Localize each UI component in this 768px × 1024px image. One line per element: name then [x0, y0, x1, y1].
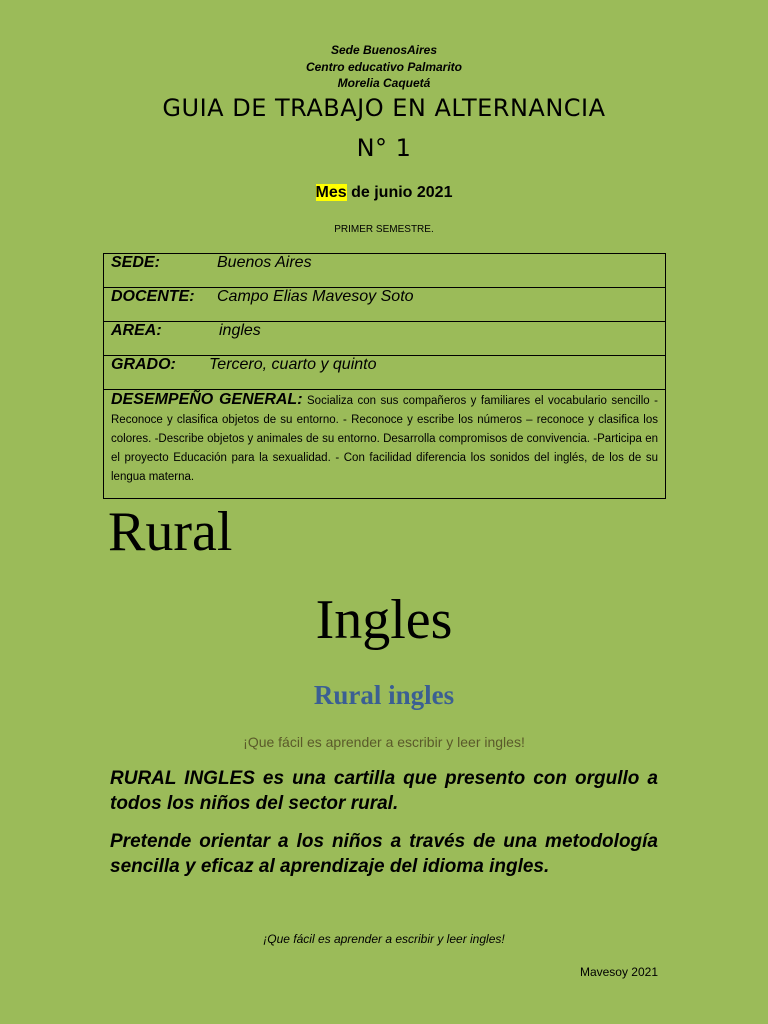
document-number: N° 1 [356, 134, 412, 162]
cover-ingles: Ingles [315, 589, 453, 651]
info-row-grado [104, 356, 666, 390]
info-cell-desempeno [104, 390, 666, 499]
desempeno-text: Socializa con sus compañeros y familiares el vocabulario sencillo -Reconoce y clasifica objetos de su entorno. - Reconoce y escribe los números – reconoce y clasifica los colores. -Describe objetos y animales de su entorno. Desarrolla compromisos de convivencia. -Participa en el proyecto Educación para la sexualidad. - Con facilidad diferencia los sonidos del inglés, de los de su lengua materna. [111, 395, 658, 483]
cover-subtitle: Rural ingles [313, 680, 455, 710]
area-value: ingles [219, 322, 261, 339]
info-cell-area [104, 322, 666, 356]
info-cell-grado [104, 356, 666, 390]
document-title: GUIA DE TRABAJO EN ALTERNANCIA [162, 94, 606, 122]
info-row-area [104, 322, 666, 356]
month-rest: de junio 2021 [346, 184, 453, 201]
desempeno-label: DESEMPEÑO GENERAL: [111, 391, 303, 408]
info-row-desempeno [104, 390, 666, 499]
info-row-docente [104, 288, 666, 322]
area-label: AREA: [111, 322, 162, 339]
sede-label: SEDE: [111, 254, 160, 271]
month-line [0, 184, 768, 202]
info-cell-sede [104, 254, 666, 288]
docente-label: DOCENTE: [111, 288, 195, 305]
sede-value: Buenos Aires [217, 254, 312, 271]
cover-rural: Rural [108, 501, 233, 563]
info-cell-docente [104, 288, 666, 322]
desempeno-block [111, 390, 658, 487]
cover-tagline-2: ¡Que fácil es aprender a escribir y leer ingles! [263, 932, 505, 946]
docente-value: Campo Elias Mavesoy Soto [217, 288, 414, 305]
header-sede: Sede BuenosAires [330, 43, 438, 57]
header-centro: Centro educativo Palmarito [305, 60, 463, 74]
footer-signature: Mavesoy 2021 [579, 965, 658, 979]
grado-value: Tercero, cuarto y quinto [209, 356, 377, 373]
info-table [103, 253, 666, 499]
header-location: Morelia Caquetá [337, 76, 431, 90]
semester-label: PRIMER SEMESTRE. [334, 224, 434, 235]
cover-tagline: ¡Que fácil es aprender a escribir y leer ingles! [243, 734, 525, 750]
grado-label: GRADO: [111, 356, 176, 373]
cover-paragraph-2: Pretende orientar a los niños a través de una metodología sencilla y eficaz al aprendizaje del idioma ingles. [110, 831, 658, 877]
info-row-sede [104, 254, 666, 288]
month-highlight: Mes [315, 184, 347, 201]
cover-paragraph-1: RURAL INGLES es una cartilla que presento con orgullo a todos los niños del sector rural. [110, 768, 658, 814]
